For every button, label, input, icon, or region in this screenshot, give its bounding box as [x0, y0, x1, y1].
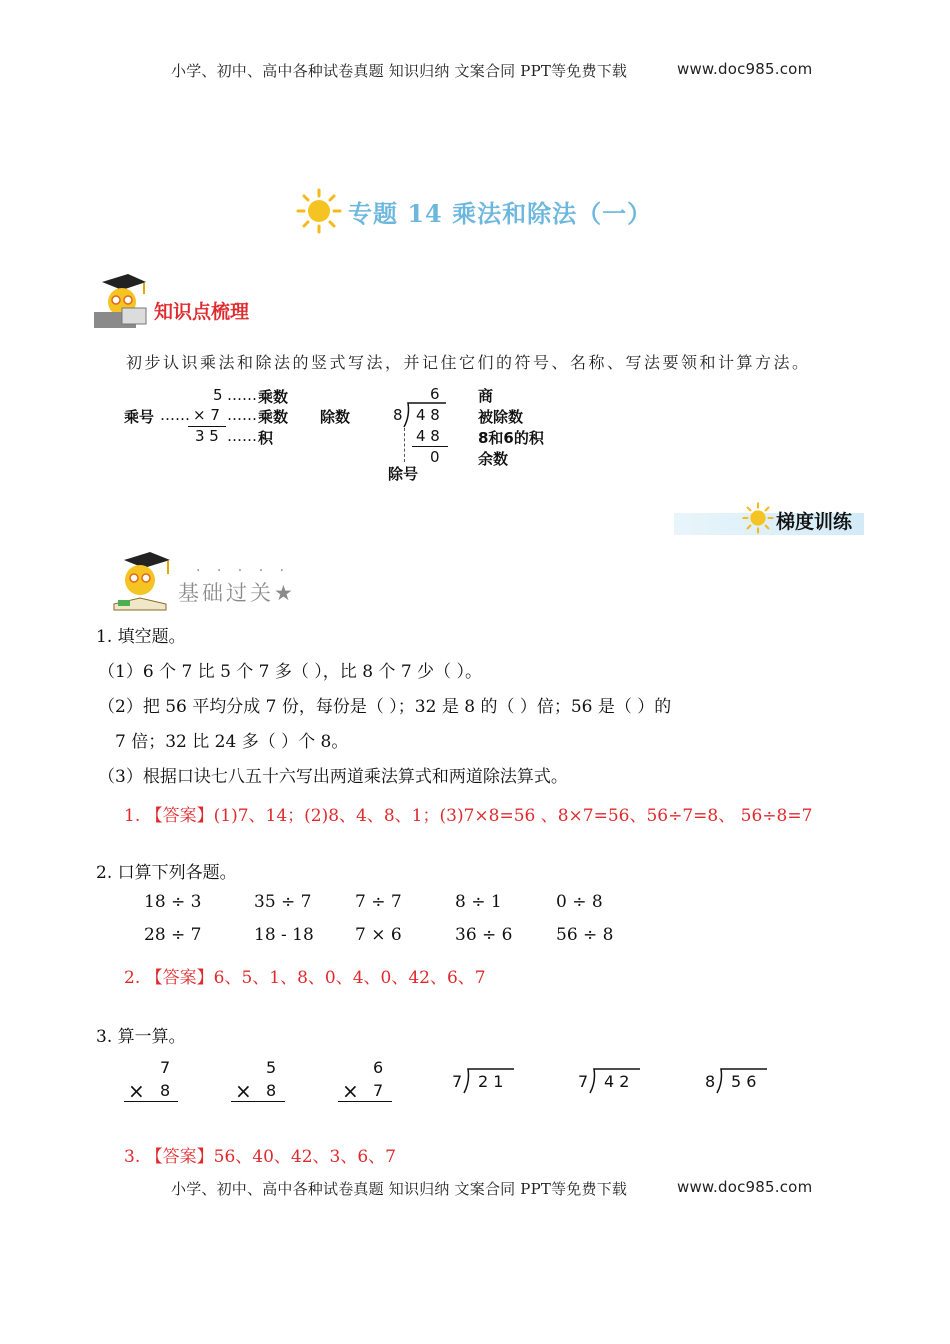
mult-dots-4: ……	[227, 427, 257, 445]
q2-r2c4: 36 ÷ 6	[455, 925, 513, 945]
q3-mult2-sign: ×	[235, 1079, 252, 1103]
div-dividend: 4 8	[416, 406, 440, 424]
q3-answer: 3. 【答案】56、40、42、3、6、7	[124, 1147, 396, 1167]
q3-mult2-line	[231, 1101, 285, 1102]
knowledge-label: 知识点梳理	[154, 301, 250, 323]
q3-mult1-top: 7	[160, 1058, 171, 1077]
mult-sign-label: 乘号	[124, 408, 155, 426]
q2-title: 2. 口算下列各题。	[96, 863, 237, 883]
q2-r1c3: 7 ÷ 7	[355, 892, 402, 912]
knowledge-intro: 初步认识乘法和除法的竖式写法，并记住它们的符号、名称、写法要领和计算方法。	[126, 353, 811, 372]
header-text: 小学、初中、高中各种试卷真题 知识归纳 文案合同 PPT等免费下载	[171, 62, 628, 80]
q2-answer: 2. 【答案】6、5、1、8、0、4、0、42、6、7	[124, 968, 486, 988]
div-sign-label: 除号	[388, 465, 419, 483]
mult-result-label: 积	[258, 429, 274, 447]
q2-r2c5: 56 ÷ 8	[556, 925, 614, 945]
q3-div3-divisor: 8	[705, 1072, 716, 1091]
ladder-label: 梯度训练	[776, 511, 853, 533]
q3-mult1-sign: ×	[128, 1079, 145, 1103]
q3-mult3-line	[338, 1101, 392, 1102]
div-pointer	[404, 428, 405, 462]
q3-mult2-top: 5	[266, 1058, 277, 1077]
level-dots: · · · · ·	[196, 563, 291, 579]
div-remainder: 0	[430, 448, 440, 466]
page-title	[296, 186, 652, 236]
footer-url: www.doc985.com	[677, 1178, 813, 1196]
sun-icon	[296, 188, 342, 234]
q2-r2c1: 28 ÷ 7	[144, 925, 202, 945]
div-quotient-label: 商	[478, 387, 494, 405]
mult-top: 5	[213, 386, 223, 404]
q3-mult3-top: 6	[373, 1058, 384, 1077]
q3-title: 3. 算一算。	[96, 1027, 186, 1047]
footer-text: 小学、初中、高中各种试卷真题 知识归纳 文案合同 PPT等免费下载	[171, 1180, 628, 1198]
div-remainder-label: 余数	[478, 450, 509, 468]
q3-mult3-sign: ×	[342, 1079, 359, 1103]
q1-part3: （3）根据口诀七八五十六写出两道乘法算式和两道除法算式。	[98, 767, 568, 787]
mult-mid-label: 乘数	[258, 408, 289, 426]
mult-dots-3: ……	[227, 406, 257, 424]
div-product-label: 8和6的积	[478, 429, 544, 447]
q2-r2c3: 7 × 6	[355, 925, 402, 945]
mult-result: 3 5	[195, 427, 219, 445]
div-quotient: 6	[430, 385, 440, 403]
q2-r2c2: 18 - 18	[254, 925, 314, 945]
q1-part1: （1）6 个 7 比 5 个 7 多（ ），比 8 个 7 少（ ）。	[98, 662, 482, 682]
header-url: www.doc985.com	[677, 60, 813, 78]
sun-small-icon	[742, 502, 774, 534]
ladder-tag	[674, 500, 864, 538]
q2-r1c1: 18 ÷ 3	[144, 892, 202, 912]
mult-dots-2: ……	[160, 406, 190, 424]
q3-mult2-bottom: 8	[266, 1081, 277, 1100]
div-divisor: 8	[393, 406, 403, 424]
q3-div2-dividend: 4 2	[604, 1072, 630, 1091]
q3-div3-dividend: 5 6	[731, 1072, 757, 1091]
mult-top-label: 乘数	[258, 388, 289, 406]
mult-mid: × 7	[193, 406, 220, 424]
q1-part2b: 7 倍；32 比 24 多（ ）个 8。	[115, 732, 349, 752]
q1-title: 1. 填空题。	[96, 627, 186, 647]
div-dividend-label: 被除数	[478, 408, 524, 426]
div-line	[412, 446, 448, 447]
q3-div1-divisor: 7	[452, 1072, 463, 1091]
q3-mult1-bottom: 8	[160, 1081, 171, 1100]
title-text: 专题 14 乘法和除法（一）	[348, 198, 653, 228]
q3-div1-dividend: 2 1	[478, 1072, 504, 1091]
q3-mult3-bottom: 7	[373, 1081, 384, 1100]
q1-answer: 1. 【答案】(1)7、14；(2)8、4、8、1；(3)7×8=56 、8×7=56、56÷7=8、 56÷8=7	[124, 806, 813, 826]
q3-div2-divisor: 7	[578, 1072, 589, 1091]
q2-r1c5: 0 ÷ 8	[556, 892, 603, 912]
q2-r1c4: 8 ÷ 1	[455, 892, 502, 912]
q3-mult1-line	[124, 1101, 178, 1102]
level-label: 基础过关★	[178, 581, 296, 605]
div-divisor-label: 除数	[320, 408, 351, 426]
mascot-icon	[92, 272, 150, 332]
mult-dots-1: ……	[227, 386, 257, 404]
div-product: 4 8	[416, 427, 440, 445]
q2-r1c2: 35 ÷ 7	[254, 892, 312, 912]
q1-part2a: （2）把 56 平均分成 7 份，每份是（ ）；32 是 8 的（ ）倍；56 是（ ）的	[98, 697, 672, 717]
mascot-reading-icon	[110, 548, 176, 614]
